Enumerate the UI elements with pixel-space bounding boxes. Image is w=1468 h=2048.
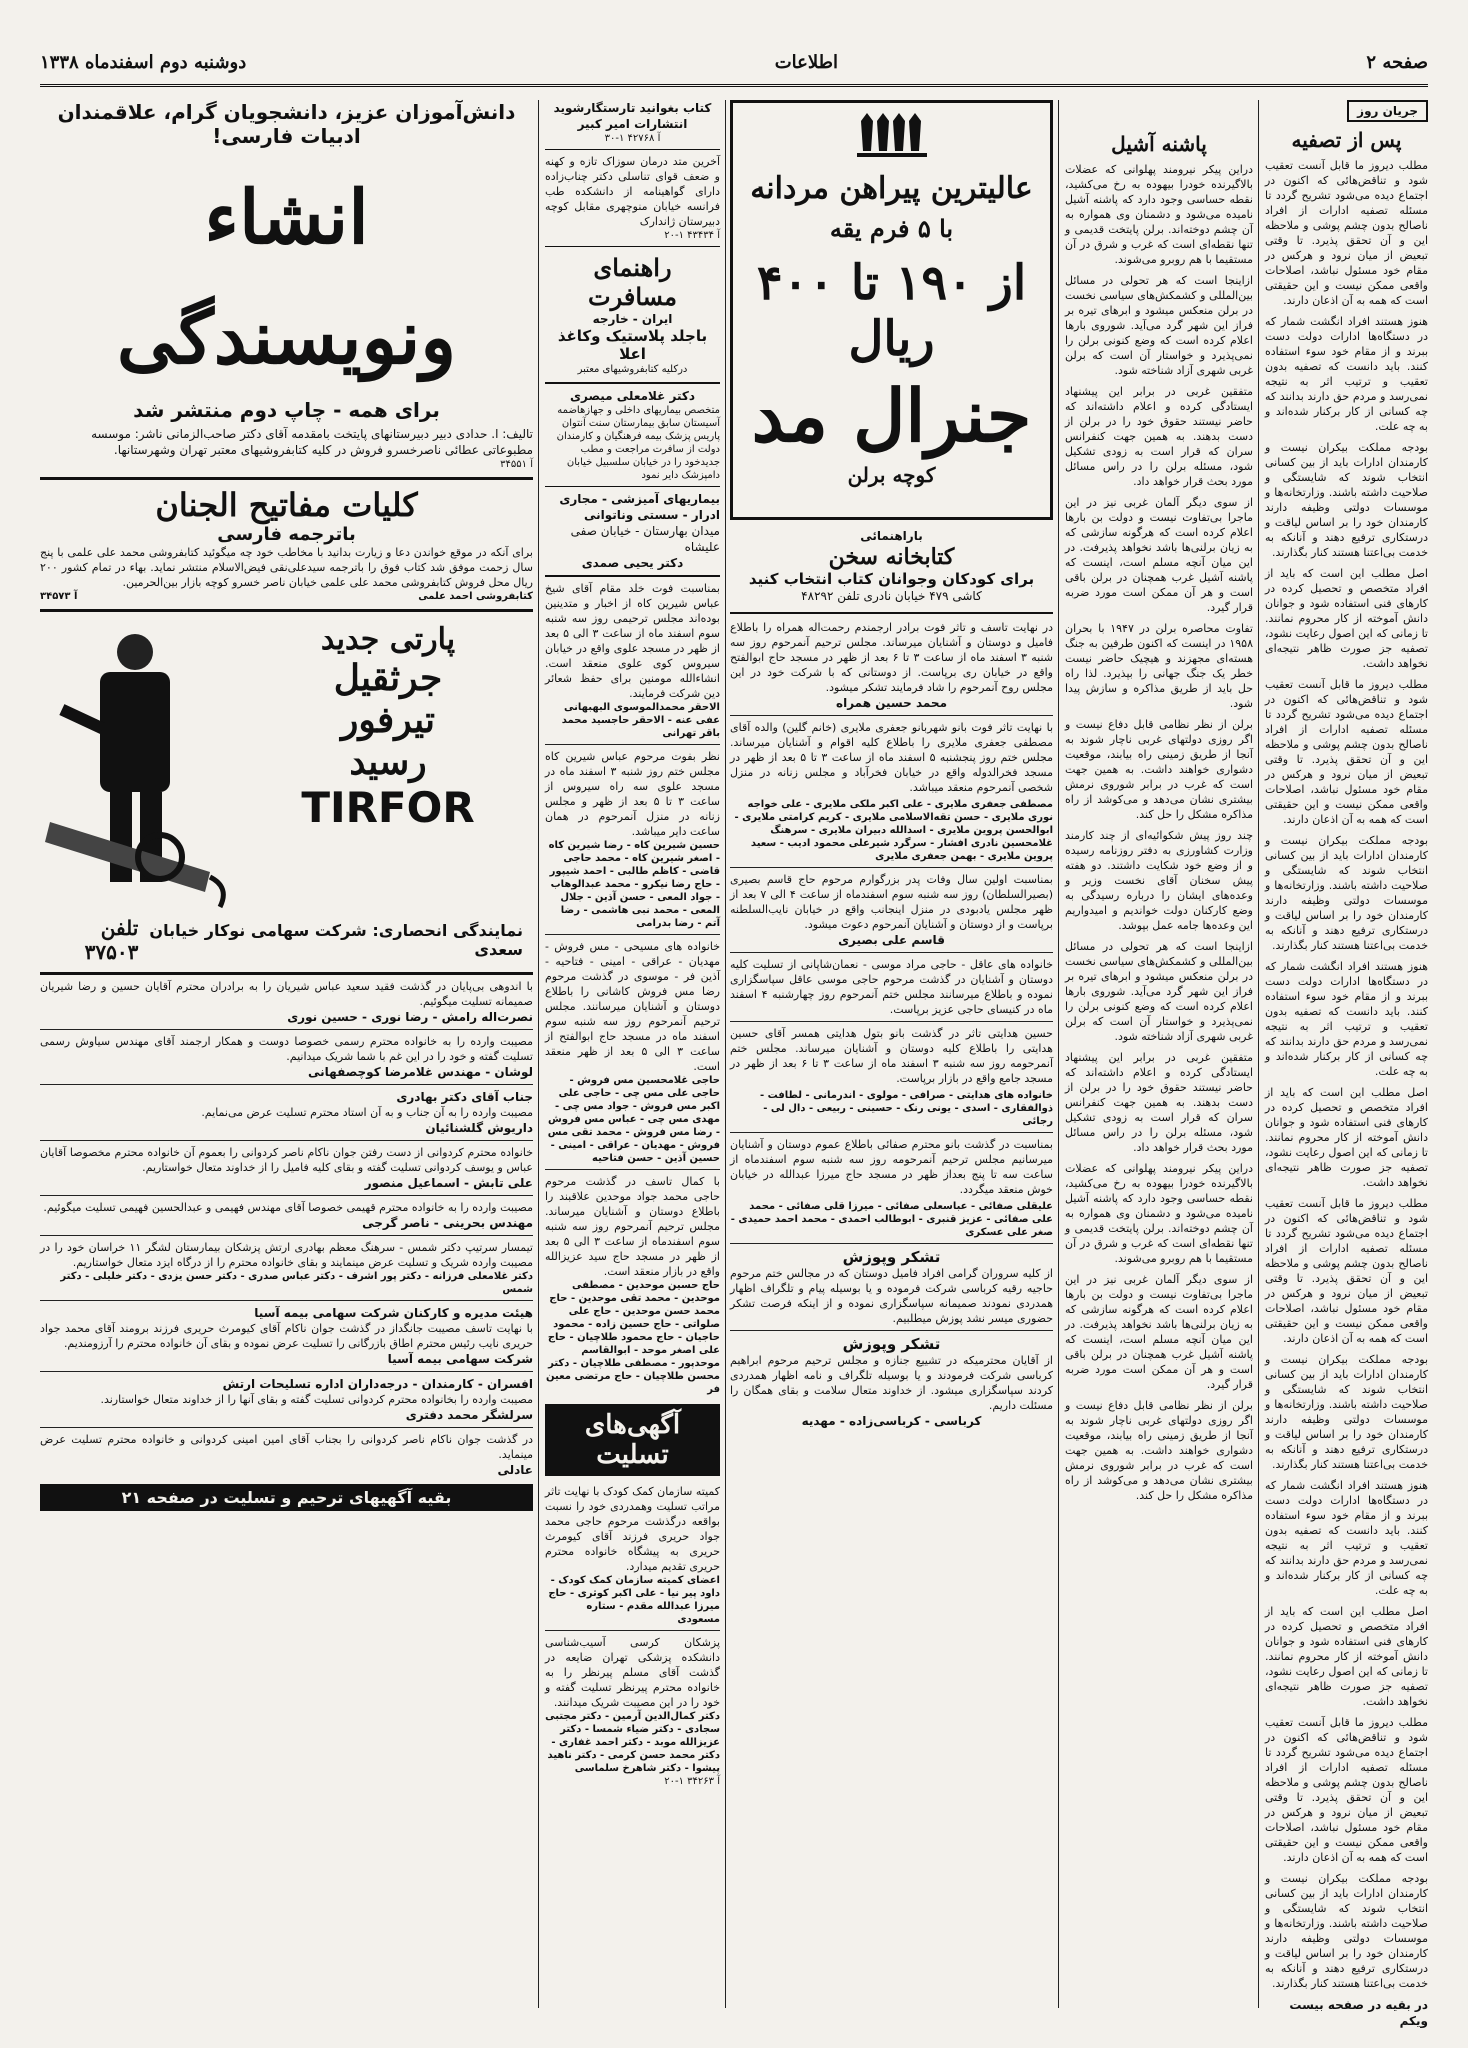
book-title: انشاء ونویسندگی [116,175,457,381]
obituary-signature: الاحقر محمدالموسوی البهبهانی عفی عنه - الاحقر حاجسید محمد باقر تهرانی [561,702,720,739]
kolliyat-sub: باترجمه فارسی [217,524,356,545]
article-body: از سوی دیگر آلمان غربی نیز در این ماجرا بی‌تفاوت نیست و دولت بن بارها اعلام کرده است که هرگونه سازشی که به زیان برلنی‌ها باشد نخواهد پذیرفت. در این میان آنچه مسلم است، اینست که پاشنه آشیل غرب همچنان در برلن باقی است و هر آن ممکن است مورد ضربه قرار گیرد. [1065,1273,1253,1391]
condolence-notice: تیمسار سرتیپ دکتر شمس - سرهنگ معظم بهادری ارتش پزشکان بیمارستان لشگر ۱۱ خراسان خود را در مصیبت وارده شریک و تسلیت عرض مینمایند و بقای خانواده محترم را از درگاه ایزد متعال خواستاریم. [40,1241,533,1269]
tirfor-line4: رسید [349,741,427,783]
ad-line2: با ۵ فرم یقه [829,214,954,243]
doctor-specialty: بیماریهای آمیزشی - مجاری ادرار - سستی وناتوانی [559,492,720,522]
obituary-names: حاج حسین موحدین - مصطفی موحدین - محمد تقی موحدین - حاج محمد حسن موحدین - حاج علی صلواتی - حاج حسین زاده - محمود حاجیان - حاج محمود طلاچیان - حاج علی اصغر موحد - ابوالقاسم موحدپور - مصطفی طلاچیان - دکتر محسن طلاچیان - حاج مرتضی معین فر [546,1280,720,1395]
condolence-sign: مهندس بحرینی - ناصر گرجی [362,1216,533,1230]
obituary-signature: قاسم علی بصیری [838,933,945,947]
book-sub: برای همه - چاپ دوم منتشر شد [133,398,440,422]
obituary-names: علیقلی صفائی - عباسعلی صفائی - میرزا قلی صفائی - محمد علی صفائی - عزیز قنبری - ابوطالب احمدی - محمد احمد حمیدی - صغر علی عسکری [730,1201,1053,1238]
ad-code: آ ۴۲۷۶۸ ۱-۳۰ [604,133,661,144]
kolliyat-sign: کتابفروشی احمد علمی [418,591,533,602]
kolliyat-body: برای آنکه در موقع خواندن دعا و زیارت بدانید با مخاطب خود چه میگوئید کتابفروشی محمد علی علمی با پنج سال زحمت موفق شد کتاب فوق را باترجمه سید‌علی‌نقی فیض‌الاسلام منتشر نماید. بهاء در تمام کشور ۲۰۰ ریال محل فروش کتابفروشی محمد علی علمی خیابان ناصر خسرو کوچه بازار بین‌الحرمین. [40,546,533,589]
condolence-sign: علی تابش - اسماعیل منصور [364,1176,533,1190]
condolence-sign: لوشان - مهندس غلامرضا کوچصفهانی [308,1065,533,1079]
ad-publisher: انتشارات امیر کبیر [577,117,688,131]
editorial-body: هنوز هستند افراد انگشت شمار که در دستگاه‌ها ادارات دولت دست ببرند و از مقام خود سوء استفاده کنند. باید دانست که تصفیه بدون تعقیب و ترتیب اثر به نتیجه نمی‌رسد و مردم حق دارند بدانند که چه کسانی از کار برکنار شده‌اند و به چه علت. [1265,960,1428,1078]
article-body: ازاینجا است که هر تحولی در مسائل بین‌المللی و کشمکش‌های سیاسی نخست در برلن منعکس میشود و ابرهای تیره بر فراز این شهر گرد می‌آید. شوروی بارها اعلام کرده است که وضع کنونی برلن را نمی‌پذیرد و خواستار آن است که برلن غربی شهری آزاد شناخته شود. [1065,274,1253,377]
obituary-notice: با نهایت تاثر فوت بانو شهربانو جعفری ملایری (خانم گلین) والده آقای مصطفی جعفری ملایری را باطلاع کلیه اقوام و آشنایان میرساند. مجلس ختم روز پنجشنبه ۵ اسفند ماه از ساعت ۳ تا ۵ بعد از ظهر در مسجد فخرالدوله واقع در خیابان فخرآباد و مجلس زنانه در منزل شخصی آنمرحوم منعقد میباشد. [730,721,1053,794]
sokhan-pre: باراهنمائی [860,529,923,543]
ad-code: آ ۴۳۴۳۴ ۱-۲۰ [664,230,720,241]
masthead [40,40,1428,87]
page-number: صفحه ۲ [1366,51,1428,73]
editorial-body: بودجه مملکت بیکران نیست و کارمندان ادارات باید از بین کسانی انتخاب شوند که شایستگی و صلاحیت داشته باشند. وزارتخانه‌ها و موسسات دولتی وظیفه دارند کارمندان خود را بر اساس لیاقت و درستکاری ترفیع دهند و آنانکه به خدمت بی‌اعتنا هستند کنار بگذارند. [1265,1872,1428,1990]
ad-line1: عالیترین پیراهن مردانه [750,171,1033,206]
article-body: چند روز پیش شکوائیه‌ای از چند کارمند وزارت کشاورزی به دفتر روزنامه رسیده و از وضع خود شکایت داشتند. دو هفته پیش سخنان آقای نخست وزیر و وعده‌های ایشان را درباره رسیدگی به وضع کارکنان دولت خواندیم و امیدواریم این وعده‌ها جامه عمل بپوشد. [1065,829,1253,932]
ad-doctor [545,150,720,247]
ad-doctor-samadi [545,487,720,577]
obituary-notice: بمناسبت فوت خلد مقام آقای شیخ عباس شیرین کاه از اخبار و متدینین بوده‌اند مجلس ترحیمی روز سه شنبه سوم اسفند ماه از ساعت ۳ الی ۵ بعد از ظهر در مسجد علوی واقع در خیابان سیروس کوی علوی منعقد است. انشاءالله مومنین برای حفظ شعائر دین شرکت فرمایند. [545,582,720,700]
condolence-notice: خانواده محترم کردوانی از دست رفتن جوان ناکام ناصر کردوانی را بعموم آن خانواده محترم مخصوصا آقایان عباس و یوسف کردوانی تسلیت گفته و بقای کلیه فامیل را از خداوند متعال خواستاریم. [40,1146,533,1174]
editorial-body: هنوز هستند افراد انگشت شمار که در دستگاه‌ها ادارات دولت دست ببرند و از مقام خود سوء استفاده کنند. باید دانست که تصفیه بدون تعقیب و ترتیب اثر به نتیجه نمی‌رسد و مردم حق دارند بدانند که چه کسانی از کار برکنار شده‌اند و به چه علت. [1265,315,1428,433]
travel-body: باجلد پلاستیک وکاغذ اعلا [557,327,708,363]
sokhan-address: کاشی ۴۷۹ خیابان نادری تلفن ۴۸۲۹۲ [801,589,982,603]
column-rule [725,100,726,2008]
ad-general-mod [730,100,1053,520]
condolence-notice: با اندوهی بی‌پایان در گذشت فقید سعید عباس شیریان را به برادران محترم آقایان حسین و رضا شیریان صمیمانه تسلیت میگوئیم. [40,980,533,1008]
column-rule [1058,100,1059,2008]
column-notices-a [730,100,1053,2008]
editorial-headline: پس از تصفیه [1291,128,1402,152]
article-body: تفاوت محاصره برلن در ۱۹۴۷ با بحران ۱۹۵۸ در اینست که اکنون طرفین به جنگ هسته‌ای مجهزند و هیچیک حاضر نیست خطر یک جنگ جهانی را بپذیرد. لذا راه حل باید از طریق مذاکره و سازش پیدا شود. [1065,622,1253,710]
obituary-notice: حسین هدایتی تاثر در گذشت بانو بتول هدایتی همسر آقای حسین هدایتی را باطلاع کلیه دوستان و آشنایان میرساند. مجلس ختم آنمرحومه روز سه شنبه ۳ اسفند ماه از ساعت ۳ تا ۶ بعد از ظهر در مسجد جامع واقع در بازار برپاست. [730,1027,1053,1085]
obituary-notice: خانواده های مسیحی - مس فروش - مهدیان - عراقی - امینی - فتاحیه - آذین فر - موسوی در گذشت مرحوم رضا مس فروش کاشانی را باطلاع دوستان و آشنایان میرسانند. مجلس ترحیم آنمرحوم روز سه شنبه سوم اسفند ماه در مسجد حاج ابوالفتح از ساعت ۳ الی ۵ بعد از ظهر منعقد است. [545,940,721,1073]
thanks-title: تشکر وپوزش [842,1248,941,1266]
obituary-notice: در نهایت تاسف و تاثر فوت برادر ارجمندم رحمت‌اله همراه را باطلاع فامیل و دوستان و آشنایان میرساند. مجلس ترحیم آنمرحوم روز سه شنبه ۳ اسفند ماه از ساعت ۳ تا ۶ بعد از ظهر در مسجد حاج ابوالفتح واقع در خیابان ری برپاست. از دوستانی که با شرکت خود در این مجلس روح آنمرحوم را شاد فرمایند تشکر میشود. [730,621,1053,694]
obituary-notice: با کمال تاسف در گذشت مرحوم حاجی محمد جواد موحدین علاقبند را باطلاع دوستان و آشنایان میرساند. مجلس ترحیم آنمرحوم روز سه شنبه سوم اسفندماه از ساعت ۳ الی ۵ بعد از ظهر در مسجد حاج سید عزیزالله واقع در بازار منعقد است. [545,1175,720,1278]
ad-amirkabir [545,100,720,150]
obituary-names: حسین شیرین کاه - رضا شیرین کاه - اصغر شیرین کاه - محمد حاجی قاضی - کاظم طالبی - احمد شیپور - حاج رضا نیکرو - محمد عبدالوهاب - جواد المعی - حسن آذین - جلال المعی - محمد نبی هاشمی - رضا آتم - رضا بدرامی [548,840,720,929]
tirfor-line2: جرثقیل [333,657,443,699]
continued-footer: بقیه آگهیهای ترحیم و تسلیت در صفحه ۲۱ [40,1484,533,1511]
travel-title: راهنمای مسافرت [588,253,677,311]
condolence-sign: نصرت‌اله رامش - رضا نوری - حسین نوری [287,1010,533,1024]
travel-sub: ایران - خارجه [592,312,673,326]
condolence-title: هیئت مدیره و کارکنان شرکت سهامی بیمه آسیا [254,1306,533,1320]
ad-doctor-mesri [545,384,720,487]
ad-text: آخرین متد درمان سوزاک تازه و کهنه و ضعف قوای تناسلی دکتر چناب‌زاده دارای گواهینامه از دانشکده طب فرانسه خیابان منوچهری مقابل کوچه دبیرستان ژاندارک [545,155,720,228]
kolliyat-title: کلیات مفاتیح الجنان [155,486,418,524]
doctor-address: میدان بهارستان - خیابان صفی علیشاه [570,524,720,554]
article-body: برلن از نظر نظامی قابل دفاع نیست و اگر روزی دولتهای غربی ناچار شوند به آنجا از طریق زمینی راه بیابند، موقعیت دشواری خواهند داشت. به همین جهت است که غرب در برابر شوروی نرمش بیشتری نشان می‌دهد و می‌کوشد از راه مذاکره مشکل را حل کند. [1065,718,1253,821]
obituary-names: اعضای کمیته سازمان کمک کودک - داود پیر نیا - علی اکبر کوثری - حاج میرزا عبدالله مقدم - ستاره مسعودی [548,1575,720,1625]
obituary-notice: کمیته سازمان کمک کودک با نهایت تاثر مراتب تسلیت وهمدردی خود را نسبت بواقعه درگذشت مرحوم حاجی محمد جواد حریری فرزند آقای کیومرث حریری به پیشگاه خانواده محترم حریری تقدیم میدارد. [545,1485,720,1573]
tirfor-brand: TIRFOR [301,783,475,832]
article-body: متفقین غربی در برابر این پیشنهاد ایستادگی کرده و اعلام داشته‌اند که حاضر نیستند حقوق خود را در برلن از دست بدهند. به همین جهت کنفرانس سران که قرار است به زودی تشکیل شود، مسئله برلن را در راس مسائل مورد بحث قرار خواهد داد. [1065,385,1253,488]
editorial-body: مطلب دیروز ما قابل آنست تعقیب شود و تناقض‌هائی که اکنون در اجتماع دیده می‌شود تشریح گردد تا مسئله تصفیه ادارات از افراد ناصالح بدون چشم پوشی و ملاحظه این و آن تحقق پذیرد. تا وقتی تبعیض از میان نرود و هرکس در مقام خود مسئول نباشد، اصلاحات واقعی ممکن نیست و این حقیقتی است که همه به آن اذعان دارند. [1265,678,1428,826]
obituary-names: دکتر کمال‌الدین آرمین - دکتر مجتبی سجادی - دکتر ضیاء شمسا - دکتر عزیزالله موبد - دکتر احمد غفاری - دکتر محمد حسن کرمی - دکتر ناهید پیشوا - دکتر شاهرخ سلماسی [545,1711,720,1774]
paper-name: اطلاعات [774,51,838,73]
obituary-names: مصطفی جعفری ملایری - علی اکبر ملکی ملایری - علی خواجه نوری ملایری - حسن تقه‌الاسلامی ملایری - کریم کرامتی ملایری - ابوالحسن پروین ملایری - اسدالله دبیران ملایری - سرهنگ غلامحسین نادری افشار - سرگرد شیرعلی محمود ادیب - سعید پروین ملایری - بهمن جعفری ملایری [734,799,1053,862]
column-article [1065,100,1253,2008]
editorial-body: اصل مطلب این است که باید از افراد متخصص و تحصیل کرده در کارهای فنی استفاده شود و جوانان دانش آموخته از کار محروم نمانند. تا زمانی که این اصول رعایت نشود، تصفیه جز صورت ظاهر نتیجه‌ای نخواهد داشت. [1265,1086,1428,1189]
winch-icon [40,622,240,922]
book-intro: دانش‌آموزان عزیز، دانشجویان گرام، علاقمندان ادبیات فارسی! [57,100,516,148]
thanks-signature: کرباسی - کرباسی‌زاده - مهدیه [801,1414,982,1428]
condolence-sign: شرکت سهامی بیمه آسیا [387,1352,533,1366]
tirfor-line3: تیرفور [341,699,435,741]
column-rule [1258,100,1259,2008]
doctor-name: دکتر یحیی صمدی [581,556,684,570]
editorial-body: بودجه مملکت بیکران نیست و کارمندان ادارات باید از بین کسانی انتخاب شوند که شایستگی و صلاحیت داشته باشند. وزارتخانه‌ها و موسسات دولتی وظیفه دارند کارمندان خود را بر اساس لیاقت و درستکاری ترفیع دهند و آنانکه به خدمت بی‌اعتنا هستند کنار بگذارند. [1265,1353,1428,1471]
condolence-title: افسران - کارمندان - درجه‌داران اداره تسلیحات ارتش [222,1377,533,1391]
article-body: دراین پیکر نیرومند پهلوانی که عضلات بالاگیرنده خودرا بیهوده به رخ می‌کشید، نقطه حساسی وجود دارد که پاشنه آشیل نامیده می‌شود و دشمنان وی همواره به آن چشم دوخته‌اند. برلن پایتخت قدیمی و تنها نقطه‌ای است که غرب و شرق در آن مستقیما با هم روبرو می‌شوند. [1065,163,1253,266]
tirfor-line1: پارتی جدید [320,622,456,657]
editorial-body: بودجه مملکت بیکران نیست و کارمندان ادارات باید از بین کسانی انتخاب شوند که شایستگی و صلاحیت داشته باشند. وزارتخانه‌ها و موسسات دولتی وظیفه دارند کارمندان خود را بر اساس لیاقت و درستکاری ترفیع دهند و آنانکه به خدمت بی‌اعتنا هستند کنار بگذارند. [1265,834,1428,952]
ad-code: آ ۳۴۵۷۳ [40,591,78,602]
article-body: از سوی دیگر آلمان غربی نیز در این ماجرا بی‌تفاوت نیست و دولت بن بارها اعلام کرده است که هرگونه سازشی که به زیان برلنی‌ها باشد نخواهد پذیرفت. در این میان آنچه مسلم است، اینست که پاشنه آشیل غرب همچنان در برلن باقی است و هر آن ممکن است مورد ضربه قرار گیرد. [1065,496,1253,614]
ad-address: کوچه برلن [847,463,936,487]
condolence-names: دکتر غلامعلی فرزانه - دکتر پور اشرف - دکتر عباس صدری - دکتر حسن یزدی - دکتر خلیلی - دکتر شمس [60,1271,533,1295]
editorial-body: مطلب دیروز ما قابل آنست تعقیب شود و تناقض‌هائی که اکنون در اجتماع دیده می‌شود تشریح گردد تا مسئله تصفیه ادارات از افراد ناصالح بدون چشم پوشی و ملاحظه این و آن تحقق پذیرد. تا وقتی تبعیض از میان نرود و هرکس در مقام خود مسئول نباشد، اصلاحات واقعی ممکن نیست و این حقیقتی است که همه به آن اذعان دارند. [1265,1197,1428,1345]
ad-code: آ ۳۴۲۶۳ ۱-۲۰ [664,1776,720,1787]
editorial-body: مطلب دیروز ما قابل آنست تعقیب شود و تناقض‌هائی که اکنون در اجتماع دیده می‌شود تشریح گردد تا مسئله تصفیه ادارات از افراد ناصالح بدون چشم پوشی و ملاحظه این و آن تحقق پذیرد. تا وقتی تبعیض از میان نرود و هرکس در مقام خود مسئول نباشد، اصلاحات واقعی ممکن نیست و این حقیقتی است که همه به آن اذعان دارند. [1265,159,1428,307]
condolence-notice: مصیبت وارده را بخانواده محترم کردوانی تسلیت گفته و بقای آنها را از خداوند متعال خواستارند. [100,1393,533,1406]
tirfor-agent: نمایندگی انحصاری: شرکت سهامی نوکار خیابان سعدی [149,921,523,959]
ad-text: کتاب بغوانید تارستگارشوید [553,101,712,115]
obituary-names: خانواده های هدایتی - صرافی - مولوی - اندرمانی - لطافت - ذوالفقاری - اسدی - یونی رنک - حسینی - ربیعی - دال لی - رجائی [760,1090,1053,1127]
sokhan-name: کتابخانه سخن [828,544,955,570]
article-body: دراین پیکر نیرومند پهلوانی که عضلات بالاگیرنده خودرا بیهوده به رخ می‌کشید، نقطه حساسی وجود دارد که پاشنه آشیل نامیده می‌شود و دشمنان وی همواره به آن چشم دوخته‌اند. برلن پایتخت قدیمی و تنها نقطه‌ای است که غرب و شرق در آن مستقیما با هم روبرو می‌شوند. [1065,1162,1253,1265]
continued-note: در بقیه در صفحه بیست ویکم [1289,1998,1428,2028]
doctor-name: دکتر غلامعلی میصری [569,389,696,403]
obituary-notice: نظر بفوت مرحوم عباس شیرین کاه مجلس ختم روز شنبه ۳ اسفند ماه در مسجد علوی سه راه سیروس از ساعت ۳ تا ۵ بعد از ظهر و مجلس زنانه در منزل آنمرحوم در همان ساعت دایر میباشد. [545,750,721,838]
condolence-notice: در گذشت جوان ناکام ناصر کردوانی را بجناب آقای امین امینی کردوانی و خانواده محترم تسلیت عرض مینماید. [40,1433,533,1461]
condolence-title: جناب آقای دکتر بهادری [396,1090,533,1104]
ad-sokhan [730,520,1053,614]
obituary-notice: بمناسبت در گذشت بانو محترم صفائی باطلاع عموم دوستان و آشنایان میرسانیم مجلس ترحیم آنمرحومه روز سه شنبه سوم اسفندماه از ساعت سه تا پنج بعداز ظهر در مسجد حاج میرزا عبدالله در خیابان خوش منعقد میگردد. [730,1138,1053,1196]
section-tag: جریان روز [1347,100,1428,122]
article-headline: پاشنه آشیل [1111,132,1207,156]
thanks-title: تشکر وپوزش [842,1335,941,1353]
obituary-signature: محمد حسین همراه [836,696,947,710]
condolence-notice: مصیبت وارده را به خانواده محترم رسمی خصوصا دوست و همکار ارجمند آقای مهندس سیاوش رسمی تسلیت گفته و خود را در این غم با شما شریک میدانیم. [40,1035,533,1063]
ad-code: آ ۳۴۵۵۱ [500,459,533,470]
article-body: متفقین غربی در برابر این پیشنهاد ایستادگی کرده و اعلام داشته‌اند که حاضر نیستند حقوق خود را در برلن از دست بدهند. به همین جهت کنفرانس سران که قرار است به زودی تشکیل شود، مسئله برلن را در راس مسائل مورد بحث قرار خواهد داد. [1065,1051,1253,1154]
article-body: برلن از نظر نظامی قابل دفاع نیست و اگر روزی دولتهای غربی ناچار شوند به آنجا از طریق زمینی راه بیابند، موقعیت دشواری خواهند داشت. به همین جهت است که غرب در برابر شوروی نرمش بیشتری نشان می‌دهد و می‌کوشد از راه مذاکره مشکل را حل کند. [1065,1399,1253,1502]
ad-travel-guide [545,247,720,384]
column-editorial [1265,100,1428,2028]
ad-brand: جنرال مد [751,373,1032,458]
obituary-notice: پزشکان کرسی آسیب‌شناسی دانشکده پزشکی تهران ضایعه در گذشت آقای مسلم پیرنظر را به خانواده محترم پیرنظر تسلیت گفته و خود را در این مصیبت شریک میدانند. [545,1636,720,1709]
travel-foot: درکلیه کتابفروشیهای معتبر [577,364,688,375]
sokhan-slogan: برای کودکان وجوانان کتاب انتخاب کنید [748,570,1035,588]
thanks-body: از کلیه سروران گرامی افراد فامیل دوستان که در مجالس ختم مرحوم حاجیه رقیه کرباسی شرکت فرموده و یا بوسیله پیام و تلگراف اظهار همدردی نمودند صمیمانه سپاسگزاری نموده و از اینکه فرصت تشکر حضوری میسر نشد پوزش میطلبیم. [730,1267,1053,1325]
article-body: ازاینجا است که هر تحولی در مسائل بین‌المللی و کشمکش‌های سیاسی نخست در برلن منعکس میشود و ابرهای تیره بر فراز این شهر گرد می‌آید. شوروی بارها اعلام کرده است که وضع کنونی برلن را نمی‌پذیرد و خواستار آن است که برلن غربی شهری آزاد شناخته شود. [1065,940,1253,1043]
tirfor-phone: تلفن ۳۷۵۰۳ [84,916,139,964]
obituary-notice: خانواده های عاقل - حاجی مراد موسی - نعمان‌شاپانی از تسلیت کلیه دوستان و آشنایان در گذشت مرحوم حاجی موسی عاقل سپاسگزاری نموده و باطلاع میرسانند مجلس ختم آنمرحوم روز چهارشنبه ۴ اسفند ماه در کنیسای حاجی عزیز برپاست. [730,958,1053,1016]
condolence-sign: سرلشگر محمد دفتری [405,1408,533,1422]
column-notices-b [545,100,720,2008]
column-rule [538,100,539,2008]
doctor-body: متخصص بیماریهای داخلی و جهازهاضمه آسیستان سابق بیمارستان سنت آنتوان پاریس پزشک بیمه فرهنگیان و کارمندان دولت از سافرت مراجعت و مطب جدیدخود را در خیابان سلسبیل خیابان دامپزشک دایر نمود [556,405,720,481]
shirt-logo-icon [857,111,927,157]
column-ads [40,100,533,2008]
condolence-sign: عادلی [497,1463,533,1477]
condolence-banner: آگهی‌های تسلیت [545,1404,720,1476]
condolence-notice: با نهایت تاسف مصیبت جانگداز در گذشت جوان ناکام آقای کیومرث حریری فرزند برومند آقای محمد جواد حریری نایب رئیس محترم اطاق بازرگانی را تسلیت عرض نموده و بقای آن خانواده محترم را آرزومندیم. [40,1322,533,1350]
issue-date: دوشنبه دوم اسفندماه ۱۳۳۸ [40,51,247,73]
condolence-notice: مصیبت وارده را به آن جناب و به آن استاد محترم تسلیت عرض می‌نمایم. [201,1106,533,1119]
editorial-body: اصل مطلب این است که باید از افراد متخصص و تحصیل کرده در کارهای فنی استفاده شود و جوانان دانش آموخته از کار محروم نمانند. تا زمانی که این اصول رعایت نشود، تصفیه جز صورت ظاهر نتیجه‌ای نخواهد داشت. [1265,1605,1428,1708]
editorial-body: بودجه مملکت بیکران نیست و کارمندان ادارات باید از بین کسانی انتخاب شوند که شایستگی و صلاحیت داشته باشند. وزارتخانه‌ها و موسسات دولتی وظیفه دارند کارمندان خود را بر اساس لیاقت و درستکاری ترفیع دهند و آنانکه به خدمت بی‌اعتنا هستند کنار بگذارند. [1265,441,1428,559]
obituary-notice: بمناسبت اولین سال وفات پدر بزرگوارم مرحوم حاج قاسم بصیری (بصیرالسلطان) روز سه شنبه سوم اسفندماه از ساعت ۴ الی ۷ بعد از ظهر مجلس یادبودی در منزل اینجانب واقع در خیابان نایب‌السلطنه برپاست و از دوستان و آشنایان آنمرحوم دعوت میشود. [730,873,1053,931]
editorial-body: مطلب دیروز ما قابل آنست تعقیب شود و تناقض‌هائی که اکنون در اجتماع دیده می‌شود تشریح گردد تا مسئله تصفیه ادارات از افراد ناصالح بدون چشم پوشی و ملاحظه این و آن تحقق پذیرد. تا وقتی تبعیض از میان نرود و هرکس در مقام خود مسئول نباشد، اصلاحات واقعی ممکن نیست و این حقیقتی است که همه به آن اذعان دارند. [1265,1716,1428,1864]
ad-price: از ۱۹۰ تا ۴۰۰ ریال [756,255,1027,367]
book-author: تالیف: ا. حدادی دبیر دبیرستانهای پایتخت بامقدمه آقای دکتر صاحب‌الزمانی ناشر: موسسه مطبوعاتی عطائی ناصرخسرو فروش در کلیه کتابفروشیهای معتبر تهران وشهرستانها. [91,427,533,457]
condolence-sign: داریوش گلشنائیان [425,1121,533,1135]
thanks-body: از آقایان محترمیکه در تشییع جنازه و مجلس ترحیم مرحوم ابراهیم کرباسی شرکت فرمودند و یا بوسیله تلگراف و نامه اظهار همدردی کردند سپاسگزاری میشود. از خداوند متعال سلامت و بقای همگان را مسئلت داریم. [730,1354,1053,1412]
editorial-body: هنوز هستند افراد انگشت شمار که در دستگاه‌ها ادارات دولت دست ببرند و از مقام خود سوء استفاده کنند. باید دانست که تصفیه بدون تعقیب و ترتیب اثر به نتیجه نمی‌رسد و مردم حق دارند بدانند که چه کسانی از کار برکنار شده‌اند و به چه علت. [1265,1479,1428,1597]
obituary-names: حاجی غلامحسین مس فروش - حاجی علی مس چی - حاجی علی اکبر مس فروش - جواد مس چی - مهدی مس چی - عباس مس فروش - رضا مس فروش - محمد تقی مس فروش - مهدیان - عراقی - امینی - حسین آذین - حسن فتاحیه [547,1075,720,1164]
ad-tirfor [40,612,533,975]
editorial-body: اصل مطلب این است که باید از افراد متخصص و تحصیل کرده در کارهای فنی استفاده شود و جوانان دانش آموخته از کار محروم نمانند. تا زمانی که این اصول رعایت نشود، تصفیه جز صورت ظاهر نتیجه‌ای نخواهد داشت. [1265,567,1428,670]
condolence-notice: مصیبت وارده را به خانواده محترم قهیمی خصوصا آقای مهندس فهیمی و عبدالحسین فهیمی تسلیت میگوئیم. [43,1201,533,1214]
